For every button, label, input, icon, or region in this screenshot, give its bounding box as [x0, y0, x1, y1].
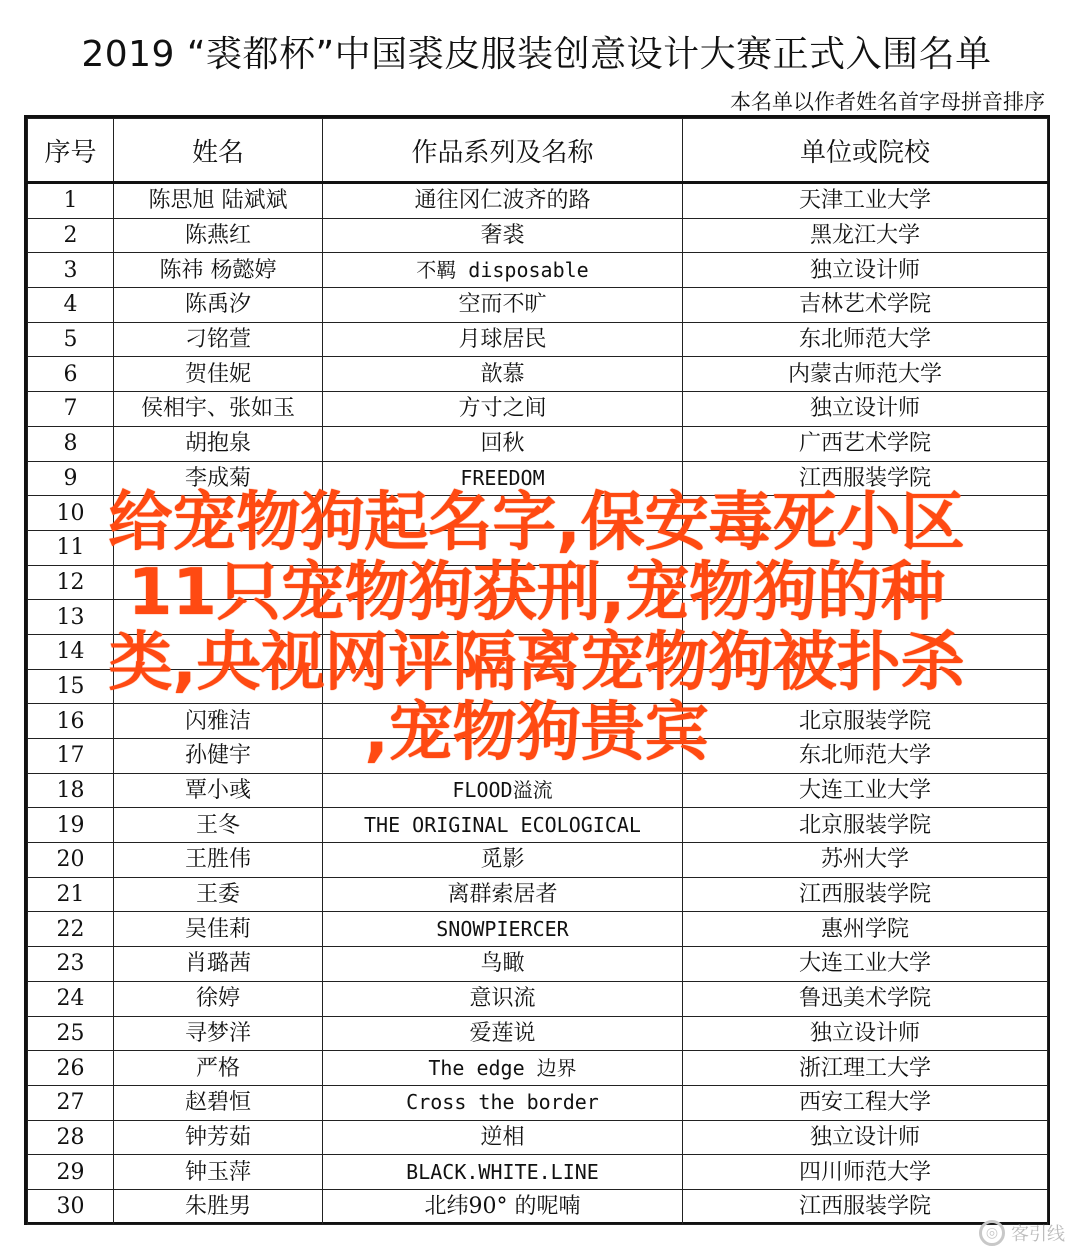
- cell-school: 惠州学院: [683, 912, 1048, 947]
- cell-school: 东北师范大学: [683, 739, 1048, 774]
- table-row: [28, 1120, 1048, 1155]
- cell-work: FLOOD溢流: [323, 773, 683, 808]
- cell-school: 独立设计师: [683, 253, 1048, 288]
- cell-school: 大连工业大学: [683, 947, 1048, 982]
- cell-work: 意识流: [323, 981, 683, 1016]
- cell-work: 北纬90° 的呢喃: [323, 1189, 683, 1224]
- cell-index: 27: [28, 1085, 114, 1120]
- cell-index: 30: [28, 1189, 114, 1224]
- overlay-line: ,宠物狗贵宾: [364, 696, 709, 770]
- cell-school: 鲁迅美术学院: [683, 981, 1048, 1016]
- header-index: 序号: [28, 119, 114, 183]
- cell-work: 爱莲说: [323, 1016, 683, 1051]
- cell-name: [114, 565, 323, 600]
- table-row: [28, 739, 1048, 774]
- cell-work: 鸟瞰: [323, 947, 683, 982]
- cell-name: 陈祎 杨懿婷: [114, 253, 323, 288]
- page-title: 2019 “裘都杯”中国裘皮服装创意设计大赛正式入围名单: [81, 34, 992, 75]
- cell-index: 5: [28, 322, 114, 357]
- cell-school: 独立设计师: [683, 392, 1048, 427]
- cell-index: 1: [28, 183, 114, 219]
- table-row: [28, 669, 1048, 704]
- cell-work: [323, 739, 683, 774]
- cell-name: [114, 496, 323, 531]
- header-school: 单位或院校: [683, 119, 1048, 183]
- cell-school: [683, 496, 1048, 531]
- cell-work: 空而不旷: [323, 288, 683, 323]
- table-row: [28, 1155, 1048, 1190]
- cell-work: [323, 496, 683, 531]
- cell-name: 胡抱泉: [114, 426, 323, 461]
- cell-school: 北京服装学院: [683, 704, 1048, 739]
- table-row: [28, 981, 1048, 1016]
- cell-name: 陈燕红: [114, 218, 323, 253]
- cell-school: 黑龙江大学: [683, 218, 1048, 253]
- table-row: [28, 218, 1048, 253]
- table-row: [28, 183, 1048, 219]
- cell-name: 寻梦洋: [114, 1016, 323, 1051]
- header-work: 作品系列及名称: [323, 119, 683, 183]
- cell-school: 江西服装学院: [683, 1189, 1048, 1224]
- cell-name: [114, 530, 323, 565]
- cell-name: [114, 634, 323, 669]
- table-row: [28, 843, 1048, 878]
- cell-name: 刁铭萱: [114, 322, 323, 357]
- watermark-text: 客引线: [1011, 1224, 1065, 1245]
- cell-index: 19: [28, 808, 114, 843]
- table-row: [28, 322, 1048, 357]
- cell-name: 徐婷: [114, 981, 323, 1016]
- table-row: [28, 1051, 1048, 1086]
- cell-name: 钟玉萍: [114, 1155, 323, 1190]
- cell-school: 天津工业大学: [683, 183, 1048, 219]
- cell-school: 北京服装学院: [683, 808, 1048, 843]
- cell-work: The edge 边界: [323, 1051, 683, 1086]
- cell-name: [114, 669, 323, 704]
- cell-index: 18: [28, 773, 114, 808]
- table-row: [28, 877, 1048, 912]
- cell-work: 月球居民: [323, 322, 683, 357]
- cell-work: Cross the border: [323, 1085, 683, 1120]
- cell-school: 吉林艺术学院: [683, 288, 1048, 323]
- table-row: [28, 288, 1048, 323]
- cell-school: 江西服装学院: [683, 461, 1048, 496]
- cell-work: [323, 704, 683, 739]
- watermark: [979, 1220, 1065, 1246]
- cell-index: 6: [28, 357, 114, 392]
- table-header-row: [28, 119, 1048, 183]
- table-row: [28, 947, 1048, 982]
- cell-work: 通往冈仁波齐的路: [323, 183, 683, 219]
- table-body: [28, 183, 1048, 1225]
- cell-name: 吴佳莉: [114, 912, 323, 947]
- cell-school: [683, 530, 1048, 565]
- table-row: [28, 426, 1048, 461]
- cell-name: 严格: [114, 1051, 323, 1086]
- cell-work: FREEDOM: [323, 461, 683, 496]
- cell-index: 17: [28, 739, 114, 774]
- cell-work: 方寸之间: [323, 392, 683, 427]
- table-row: [28, 773, 1048, 808]
- cell-work: [323, 600, 683, 635]
- cell-work: [323, 669, 683, 704]
- cell-name: 钟芳茹: [114, 1120, 323, 1155]
- table-row: [28, 808, 1048, 843]
- cell-index: 11: [28, 530, 114, 565]
- table-row: [28, 461, 1048, 496]
- cell-index: 29: [28, 1155, 114, 1190]
- cell-school: 大连工业大学: [683, 773, 1048, 808]
- cell-name: 孙健宇: [114, 739, 323, 774]
- cell-work: BLACK.WHITE.LINE: [323, 1155, 683, 1190]
- overlay-line: 类,央视网评隔离宠物狗被扑杀: [108, 626, 965, 700]
- cell-name: 闪雅洁: [114, 704, 323, 739]
- cell-index: 3: [28, 253, 114, 288]
- cell-work: [323, 530, 683, 565]
- cell-school: [683, 669, 1048, 704]
- cell-work: 逆相: [323, 1120, 683, 1155]
- cell-name: 王胜伟: [114, 843, 323, 878]
- cell-index: 12: [28, 565, 114, 600]
- cell-school: [683, 634, 1048, 669]
- table-row: [28, 704, 1048, 739]
- cell-index: 25: [28, 1016, 114, 1051]
- cell-index: 7: [28, 392, 114, 427]
- cell-work: SNOWPIERCER: [323, 912, 683, 947]
- table-row: [28, 565, 1048, 600]
- table-row: [28, 530, 1048, 565]
- cell-name: 侯相宇、张如玉: [114, 392, 323, 427]
- cell-school: 西安工程大学: [683, 1085, 1048, 1120]
- table-row: [28, 1085, 1048, 1120]
- cell-work: 奢裘: [323, 218, 683, 253]
- cell-school: 内蒙古师范大学: [683, 357, 1048, 392]
- finalist-table: [27, 118, 1048, 1225]
- cell-work: 歆慕: [323, 357, 683, 392]
- cell-work: 不羁 disposable: [323, 253, 683, 288]
- cell-work: THE ORIGINAL ECOLOGICAL: [323, 808, 683, 843]
- table-row: [28, 1016, 1048, 1051]
- cell-index: 13: [28, 600, 114, 635]
- overlay-line: 11只宠物狗获刑,宠物狗的种: [127, 556, 946, 630]
- table-row: [28, 600, 1048, 635]
- cell-work: [323, 565, 683, 600]
- cell-school: 四川师范大学: [683, 1155, 1048, 1190]
- watermark-logo-icon: ◎: [979, 1220, 1005, 1246]
- cell-index: 26: [28, 1051, 114, 1086]
- cell-work: [323, 634, 683, 669]
- cell-index: 10: [28, 496, 114, 531]
- cell-name: 朱胜男: [114, 1189, 323, 1224]
- cell-index: 16: [28, 704, 114, 739]
- table-row: [28, 496, 1048, 531]
- cell-school: 东北师范大学: [683, 322, 1048, 357]
- cell-name: [114, 600, 323, 635]
- cell-index: 8: [28, 426, 114, 461]
- cell-index: 20: [28, 843, 114, 878]
- cell-work: 离群索居者: [323, 877, 683, 912]
- cell-index: 22: [28, 912, 114, 947]
- cell-work: 觅影: [323, 843, 683, 878]
- cell-school: 苏州大学: [683, 843, 1048, 878]
- cell-index: 2: [28, 218, 114, 253]
- cell-name: 赵碧恒: [114, 1085, 323, 1120]
- cell-index: 14: [28, 634, 114, 669]
- cell-name: 王委: [114, 877, 323, 912]
- table-row: [28, 634, 1048, 669]
- cell-index: 4: [28, 288, 114, 323]
- cell-school: 浙江理工大学: [683, 1051, 1048, 1086]
- cell-school: [683, 600, 1048, 635]
- cell-name: 陈禹汐: [114, 288, 323, 323]
- table-row: [28, 253, 1048, 288]
- cell-name: 陈思旭 陆斌斌: [114, 183, 323, 219]
- cell-school: 独立设计师: [683, 1120, 1048, 1155]
- cell-name: 李成菊: [114, 461, 323, 496]
- cell-name: 贺佳妮: [114, 357, 323, 392]
- cell-name: 王冬: [114, 808, 323, 843]
- subtitle: 本名单以作者姓名首字母拼音排序: [730, 90, 1045, 114]
- cell-school: 独立设计师: [683, 1016, 1048, 1051]
- cell-index: 24: [28, 981, 114, 1016]
- header-name: 姓名: [114, 119, 323, 183]
- cell-name: 覃小彧: [114, 773, 323, 808]
- cell-school: 江西服装学院: [683, 877, 1048, 912]
- table-row: [28, 1189, 1048, 1224]
- table-row: [28, 392, 1048, 427]
- table-row: [28, 912, 1048, 947]
- cell-name: 肖璐茜: [114, 947, 323, 982]
- cell-index: 28: [28, 1120, 114, 1155]
- cell-index: 9: [28, 461, 114, 496]
- overlay-line: 给宠物狗起名字,保安毒死小区: [108, 486, 965, 560]
- cell-index: 15: [28, 669, 114, 704]
- cell-work: 回秋: [323, 426, 683, 461]
- table-row: [28, 357, 1048, 392]
- cell-school: 广西艺术学院: [683, 426, 1048, 461]
- cell-school: [683, 565, 1048, 600]
- cell-index: 23: [28, 947, 114, 982]
- cell-index: 21: [28, 877, 114, 912]
